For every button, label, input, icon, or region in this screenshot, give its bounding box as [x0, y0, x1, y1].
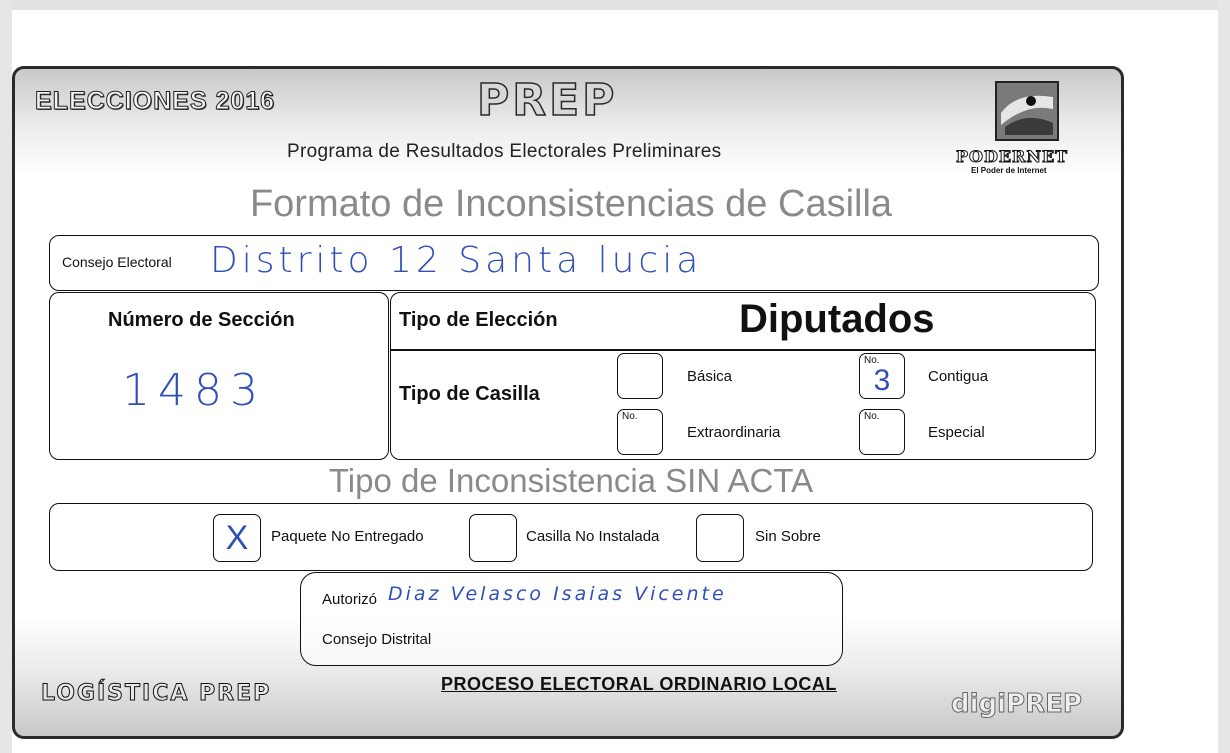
casilla-especial-checkbox[interactable]	[859, 409, 905, 455]
sin-sobre-checkbox[interactable]	[696, 514, 744, 562]
tipo-eleccion-casilla-box	[390, 292, 1096, 460]
autorizo-field[interactable]	[300, 572, 843, 666]
podernet-tagline: El Poder de Internet	[971, 166, 1047, 175]
casilla-especial-mark	[860, 410, 904, 454]
numero-seccion-label: Número de Sección	[108, 309, 295, 331]
tipo-eleccion-label: Tipo de Elección	[399, 309, 558, 331]
sin-sobre-mark	[697, 515, 743, 561]
consejo-electoral-field[interactable]	[49, 235, 1099, 291]
form-title: Formato de Inconsistencias de Casilla	[249, 183, 893, 225]
prep-subtitle: Programa de Resultados Electorales Preliminares	[287, 141, 722, 162]
paquete-no-entregado-mark: X	[225, 519, 249, 557]
casilla-basica-label: Básica	[687, 368, 733, 385]
consejo-distrital-label: Consejo Distrital	[322, 631, 432, 648]
logistica-prep-logo: LOGÍSTICA PREP	[41, 681, 272, 706]
scan-border-right	[1218, 0, 1230, 753]
podernet-name: PODERNET	[956, 147, 1069, 166]
casilla-contigua-label: Contigua	[928, 368, 989, 385]
digiprep-logo: digiPREP	[951, 689, 1082, 719]
tipo-casilla-label: Tipo de Casilla	[399, 383, 540, 405]
inconsistency-form-card	[12, 66, 1124, 739]
casilla-extraordinaria-label: Extraordinaria	[687, 424, 781, 441]
casilla-contigua-checkbox[interactable]	[859, 353, 905, 399]
casilla-contigua-no-label: No.	[864, 355, 880, 366]
consejo-electoral-value: Distrito 12 Santa lucia	[210, 240, 703, 281]
casilla-contigua-mark: 3	[873, 364, 891, 397]
elecciones-banner: ELECCIONES 2016	[35, 87, 276, 115]
casilla-no-instalada-mark	[470, 515, 516, 561]
numero-seccion-field[interactable]	[49, 292, 389, 460]
casilla-no-instalada-checkbox[interactable]	[469, 514, 517, 562]
autorizo-signature: Diaz Velasco Isaias Vicente	[388, 583, 727, 605]
scan-border-left	[0, 0, 12, 753]
tipo-eleccion-value: Diputados	[739, 297, 935, 341]
casilla-basica-mark	[618, 354, 662, 398]
numero-seccion-value: 1483	[122, 365, 266, 416]
casilla-especial-label: Especial	[928, 424, 985, 441]
inconsistencia-options-box	[49, 503, 1093, 571]
casilla-especial-no-label: No.	[864, 411, 880, 422]
podernet-logo-icon	[995, 81, 1059, 141]
casilla-extraordinaria-mark	[618, 410, 662, 454]
paquete-no-entregado-label: Paquete No Entregado	[271, 528, 424, 545]
proceso-electoral-text: PROCESO ELECTORAL ORDINARIO LOCAL	[441, 674, 837, 694]
scan-border-top	[0, 0, 1230, 10]
casilla-basica-checkbox[interactable]	[617, 353, 663, 399]
casilla-extraordinaria-checkbox[interactable]	[617, 409, 663, 455]
inconsistencia-title: Tipo de Inconsistencia SIN ACTA	[328, 462, 814, 499]
casilla-extraordinaria-no-label: No.	[622, 411, 638, 422]
prep-logo-text: PREP	[477, 75, 618, 126]
consejo-electoral-label: Consejo Electoral	[62, 254, 172, 270]
sin-sobre-label: Sin Sobre	[755, 528, 821, 545]
row-divider	[391, 349, 1095, 351]
paquete-no-entregado-checkbox[interactable]	[213, 514, 261, 562]
autorizo-label: Autorizó	[322, 591, 378, 608]
casilla-no-instalada-label: Casilla No Instalada	[526, 528, 660, 545]
